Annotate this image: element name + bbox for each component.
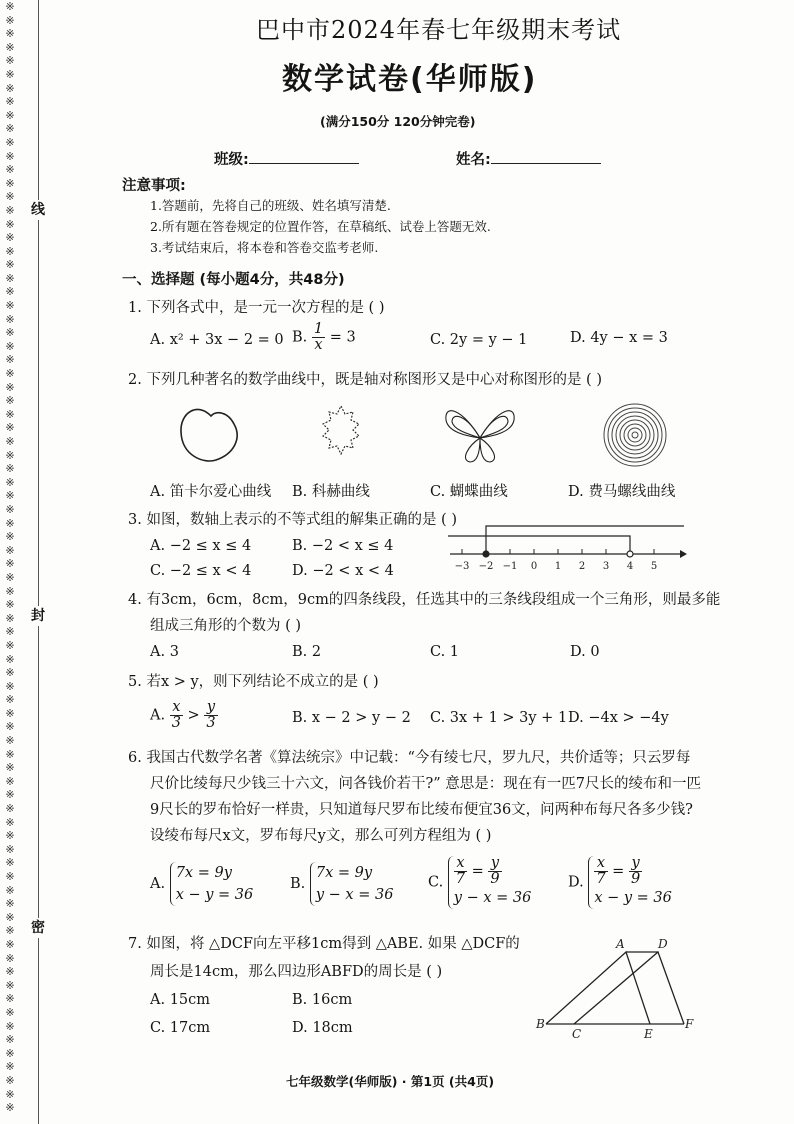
q6-a-label: A. bbox=[150, 876, 166, 892]
number-line-tick-label: 5 bbox=[650, 561, 658, 572]
number-line-tick-label: −2 bbox=[478, 561, 494, 572]
q6-d-frac2 bbox=[629, 856, 642, 887]
number-line-tick-label: −3 bbox=[454, 561, 470, 572]
q1-option-c: C. 2y = y − 1 bbox=[430, 332, 528, 348]
point-e-label: E bbox=[644, 1027, 653, 1041]
q6-c-label: C. bbox=[428, 874, 444, 891]
binding-margin bbox=[0, 0, 46, 1124]
page-footer: 七年级数学(华师版) · 第1页 (共4页) bbox=[286, 1074, 495, 1089]
q5-option-b: B. x − 2 > y − 2 bbox=[292, 710, 411, 726]
q6-d-label: D. bbox=[568, 874, 584, 891]
q5-a-num2: y bbox=[204, 700, 217, 716]
lower-bound-ray bbox=[486, 526, 684, 551]
q6-option-d bbox=[568, 856, 672, 909]
q6-line1: 6. 我国古代数学名著《算法统宗》中记载：“今有绫七尺，罗九尺，共价适等；只云罗每 bbox=[128, 750, 691, 766]
q4-stem-line1: 4. 有3cm，6cm，8cm，9cm的四条线段，任选其中的三条线段组成一个三角形，则最多能 bbox=[128, 592, 721, 608]
point-b-label: B bbox=[536, 1017, 545, 1031]
q2-option-a: A. 笛卡尔爱心曲线 bbox=[150, 484, 272, 500]
class-field bbox=[214, 148, 359, 169]
q6-d-num1: x bbox=[594, 856, 607, 872]
lower-bound-point bbox=[483, 551, 489, 557]
q6-d-den1: 7 bbox=[596, 871, 606, 887]
q3-option-b: B. −2 < x ≤ 4 bbox=[292, 538, 394, 554]
q1-b-fraction bbox=[312, 322, 325, 353]
q3-option-a: A. −2 ≤ x ≤ 4 bbox=[150, 538, 252, 554]
q1-b-rest: = 3 bbox=[325, 329, 356, 346]
q6-line2: 尺价比绫每尺少钱三十六文，问各钱价若干?” 意思是：现在有一匹7尺长的绫布和一匹 bbox=[150, 776, 702, 792]
notice-item: 2.所有题在答卷规定的位置作答，在草稿纸、试卷上答题无效. bbox=[150, 219, 491, 234]
q6-b-label: B. bbox=[290, 876, 306, 892]
q4-option-b: B. 2 bbox=[292, 644, 322, 660]
q6-d-eq: = bbox=[607, 863, 629, 880]
number-line-tick-label: 4 bbox=[626, 561, 634, 572]
triangle-abe bbox=[546, 952, 650, 1024]
number-line-tick-label: 1 bbox=[554, 561, 562, 572]
q6-c-frac2 bbox=[488, 856, 501, 887]
q5-option-a bbox=[150, 700, 218, 731]
upper-bound-ray bbox=[448, 536, 630, 551]
binding-char-feng: 封 bbox=[28, 606, 48, 626]
binding-mark-column: ※ ※ ※ ※ ※ ※ ※ ※ ※ ※ ※ ※ ※ ※ ※ ※ ※ ※ ※ ※ ※ ※ ※ ※ ※ ※ ※ ※ ※ ※ ※ ※ ※ ※ ※ ※ ※ ※ ※ ※ ※ ※ ※ ※ ※ ※ ※ ※ ※ ※ ※ ※ ※ ※ ※ ※ ※ ※ ※ ※ ※ ※ ※ ※ ※ ※ ※ ※ ※ ※ ※ ※ ※ ※ ※ ※ ※ ※ ※ ※ ※ ※ bbox=[5, 0, 15, 1115]
paper-title: 数学试卷(华师版) bbox=[282, 62, 538, 97]
q5-a-fraction-right bbox=[204, 700, 217, 731]
upper-bound-point bbox=[627, 551, 633, 557]
class-blank[interactable] bbox=[249, 149, 359, 164]
q6-option-c bbox=[428, 856, 531, 909]
name-label: 姓名: bbox=[456, 152, 491, 168]
q4-option-d: D. 0 bbox=[570, 644, 600, 660]
q6-line4: 设绫布每尺x文，罗布每尺y文，那么可列方程组为 ( ) bbox=[150, 828, 492, 844]
q5-a-operator: > bbox=[182, 707, 205, 724]
q1-stem: 1. 下列各式中，是一元一次方程的是 ( ) bbox=[128, 300, 385, 316]
q5-a-fraction-left bbox=[170, 700, 183, 731]
binding-line bbox=[38, 0, 39, 1124]
number-line-tick-label: −1 bbox=[502, 561, 518, 572]
number-line-labels bbox=[455, 561, 658, 572]
q5-a-label: A. bbox=[150, 707, 166, 724]
q6-c-eq2: y − x = 36 bbox=[453, 890, 532, 906]
q4-option-c: C. 1 bbox=[430, 644, 460, 660]
q7-option-c: C. 17cm bbox=[150, 1020, 211, 1036]
q6-d-den2: 9 bbox=[630, 871, 641, 887]
number-line-figure bbox=[448, 520, 688, 574]
point-a-label: A bbox=[616, 937, 625, 951]
q5-a-num1: x bbox=[170, 700, 183, 716]
q6-option-b bbox=[290, 862, 393, 906]
q3-option-d: D. −2 < x < 4 bbox=[292, 563, 394, 579]
name-blank[interactable] bbox=[491, 149, 601, 164]
q6-b-system bbox=[310, 862, 394, 906]
q6-c-num1: x bbox=[454, 856, 467, 872]
q1-b-denominator: x bbox=[314, 337, 323, 353]
q7-line2: 周长是14cm，那么四边形ABFD的周长是 ( ) bbox=[150, 964, 443, 980]
q6-c-system bbox=[448, 856, 532, 909]
q1-option-d: D. 4y − x = 3 bbox=[570, 330, 668, 346]
point-d-label: D bbox=[658, 937, 668, 951]
q6-c-den1: 7 bbox=[455, 871, 466, 887]
binding-char-mi: 密 bbox=[28, 918, 48, 938]
q2-option-c: C. 蝴蝶曲线 bbox=[430, 484, 508, 500]
q6-a-eq1: 7x = 9y bbox=[175, 865, 232, 881]
butterfly-curve-figure bbox=[442, 398, 518, 468]
q4-stem-line2: 组成三角形的个数为 ( ) bbox=[150, 618, 302, 634]
q1-b-label: B. bbox=[292, 329, 308, 346]
q1-option-a: A. x² + 3x − 2 = 0 bbox=[150, 332, 284, 348]
fermat-spiral-figure bbox=[600, 400, 670, 470]
q5-a-den1: 3 bbox=[171, 715, 181, 731]
notice-heading: 注意事项: bbox=[122, 178, 186, 194]
q6-b-eq2: y − x = 36 bbox=[315, 887, 394, 903]
q1-b-numerator: 1 bbox=[313, 321, 324, 337]
q7-option-a: A. 15cm bbox=[150, 992, 211, 1008]
q6-line3: 9尺长的罗布恰好一样贵，只知道每尺罗布比绫布便宜36文，问两种布每尺各多少钱? bbox=[150, 802, 693, 818]
q6-option-a bbox=[150, 862, 253, 906]
koch-curve-figure bbox=[316, 400, 366, 470]
number-line-tick-label: 0 bbox=[530, 561, 538, 572]
q7-option-b: B. 16cm bbox=[292, 992, 353, 1008]
q2-stem: 2. 下列几种著名的数学曲线中，既是轴对称图形又是中心对称图形的是 ( ) bbox=[128, 372, 602, 388]
notice-item: 1.答题前，先将自己的班级、姓名填写清楚. bbox=[150, 198, 391, 213]
q2-option-b: B. 科赫曲线 bbox=[292, 484, 370, 500]
q6-c-num2: y bbox=[488, 856, 501, 872]
number-line-tick-label: 3 bbox=[602, 561, 610, 572]
q6-a-eq2: x − y = 36 bbox=[175, 887, 254, 903]
q3-stem: 3. 如图，数轴上表示的不等式组的解集正确的是 ( ) bbox=[128, 512, 457, 528]
number-line-bounds bbox=[448, 526, 684, 557]
translation-figure bbox=[534, 936, 704, 1046]
q5-option-c: C. 3x + 1 > 3y + 1 bbox=[430, 710, 568, 726]
q6-b-eq1: 7x = 9y bbox=[315, 865, 373, 881]
binding-char-xian: 线 bbox=[28, 200, 48, 220]
section-heading: 一、选择题 (每小题4分，共48分) bbox=[122, 272, 345, 288]
number-line-arrow bbox=[680, 550, 687, 558]
q6-c-den2: 9 bbox=[490, 871, 500, 887]
q5-a-den2: 3 bbox=[206, 715, 216, 731]
number-line-tick-label: 2 bbox=[578, 561, 586, 572]
q4-option-a: A. 3 bbox=[150, 644, 179, 660]
q7-option-d: D. 18cm bbox=[292, 1020, 353, 1036]
q3-option-c: C. −2 ≤ x < 4 bbox=[150, 563, 252, 579]
q6-d-num2: y bbox=[629, 856, 642, 872]
class-label: 班级: bbox=[214, 152, 249, 168]
cardioid-curve-figure bbox=[176, 398, 246, 468]
q7-line1: 7. 如图，将 △DCF向左平移1cm得到 △ABE. 如果 △DCF的 bbox=[128, 936, 520, 952]
q6-c-eq: = bbox=[467, 863, 489, 880]
point-f-label: F bbox=[685, 1017, 694, 1031]
point-c-label: C bbox=[572, 1027, 582, 1041]
q1-option-b bbox=[292, 322, 356, 353]
q6-a-system bbox=[170, 862, 254, 906]
q5-option-d: D. −4x > −4y bbox=[568, 710, 669, 726]
number-line-ticks bbox=[462, 549, 654, 554]
q2-option-d: D. 费马螺线曲线 bbox=[568, 484, 676, 500]
exam-title: 巴中市2024年春七年级期末考试 bbox=[256, 16, 622, 44]
q6-d-eq2: x − y = 36 bbox=[594, 890, 672, 906]
notice-item: 3.考试结束后，将本卷和答卷交监考老师. bbox=[150, 240, 379, 255]
q6-d-frac1 bbox=[594, 856, 607, 887]
q5-stem: 5. 若x > y，则下列结论不成立的是 ( ) bbox=[128, 674, 379, 690]
q6-c-frac1 bbox=[454, 856, 467, 887]
name-field bbox=[456, 148, 601, 169]
exam-info: (满分150分 120分钟完卷) bbox=[320, 114, 476, 129]
q6-d-system bbox=[588, 856, 672, 909]
